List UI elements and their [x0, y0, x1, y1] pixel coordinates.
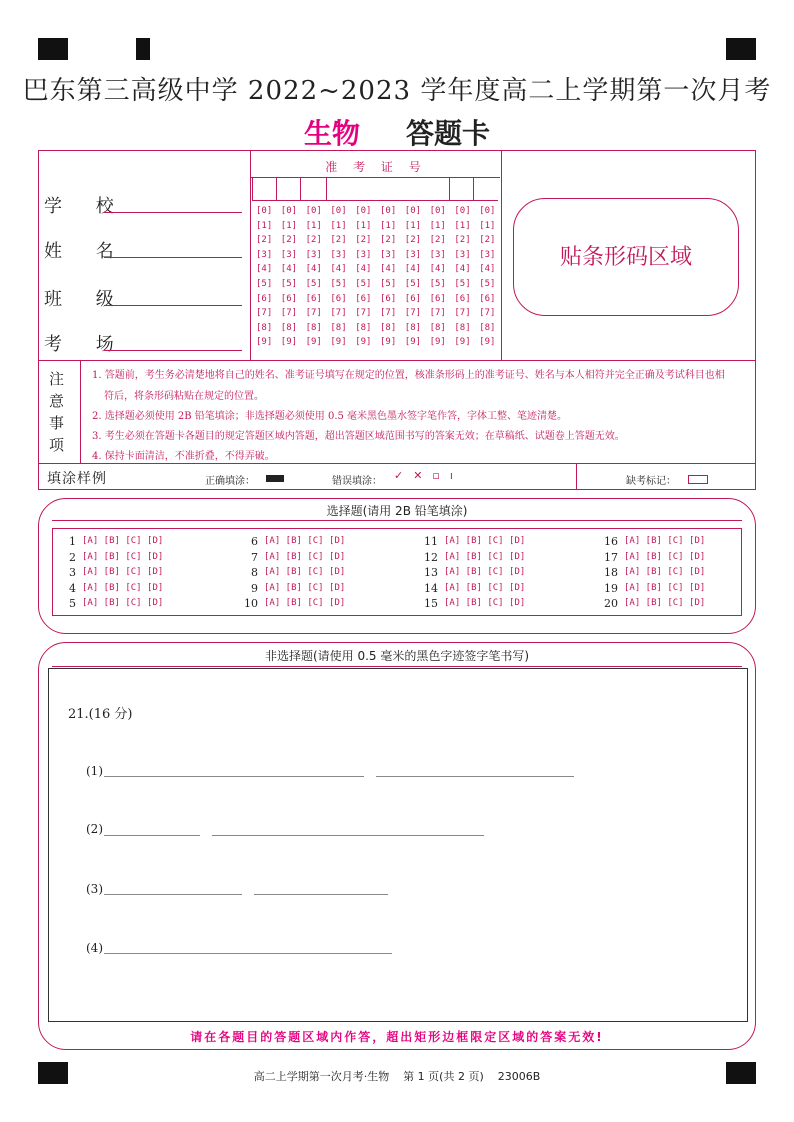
- choice-option-bubbles[interactable]: [A] [B] [C] [D]: [444, 536, 526, 546]
- ticket-cell-divider: [252, 178, 253, 200]
- field-label: 姓 名: [44, 241, 128, 262]
- ticket-digit-bubble[interactable]: [7]: [404, 308, 422, 319]
- ticket-digit-bubble[interactable]: [8]: [429, 322, 446, 333]
- ticket-digit-bubble[interactable]: [6]: [454, 293, 471, 304]
- part-4-line[interactable]: [104, 953, 392, 954]
- choice-question-number: 7: [251, 550, 258, 564]
- ticket-cell-divider: [300, 178, 301, 200]
- note-item: 1. 答题前，考生务必清楚地将自己的姓名、准考证号填写在规定的位置，核准条形码上的准考证号、姓名与本人相符并完全正确及考试科目也相: [92, 370, 725, 381]
- choice-question-number: 20: [604, 597, 618, 610]
- ticket-digit-bubble[interactable]: [7]: [305, 308, 322, 319]
- choice-question-number: 13: [424, 566, 438, 579]
- ticket-cell-divider: [449, 178, 450, 200]
- ticket-cell-divider: [326, 178, 327, 200]
- absent-mark-box[interactable]: [688, 475, 708, 484]
- choice-question-number: 15: [424, 597, 438, 610]
- ticket-digit-bubble[interactable]: [9]: [330, 337, 347, 348]
- note-item: 4. 保持卡面清洁，不准折叠，不得弄破。: [92, 451, 275, 462]
- answer-warning: 请在各题目的答题区域内作答，超出矩形边框限定区域的答案无效!: [190, 1030, 604, 1044]
- ticket-digit-bubble[interactable]: [5]: [454, 279, 471, 289]
- ticket-digit-bubble[interactable]: [2]: [330, 235, 347, 246]
- choice-question-number: 9: [251, 581, 258, 595]
- choice-title: 选择题(请用 2B 铅笔填涂): [326, 504, 468, 518]
- choice-question-number: 8: [251, 566, 258, 579]
- ticket-digit-bubble[interactable]: [6]: [305, 293, 322, 304]
- ticket-digit-bubble[interactable]: [7]: [479, 308, 496, 319]
- ticket-digit-bubble[interactable]: [4]: [454, 264, 471, 275]
- ticket-digit-bubble[interactable]: [0]: [305, 206, 322, 216]
- ticket-digit-bubble[interactable]: [8]: [280, 322, 298, 333]
- ticket-digit-bubble[interactable]: [8]: [355, 322, 372, 333]
- alignment-mark-top-right: [726, 38, 756, 60]
- ticket-digit-bubble[interactable]: [4]: [479, 264, 496, 275]
- choice-option-bubbles[interactable]: [A] [B] [C] [D]: [444, 567, 526, 577]
- choice-question-number: 6: [251, 535, 258, 548]
- ticket-digit-bubble[interactable]: [2]: [454, 235, 471, 246]
- ticket-digit-bubble[interactable]: [0]: [380, 206, 397, 216]
- ticket-digit-bubble[interactable]: [5]: [380, 279, 397, 289]
- card-title: [0, 112, 794, 152]
- ticket-digit-bubble[interactable]: [4]: [380, 264, 397, 275]
- ticket-digit-bubble[interactable]: [6]: [380, 293, 397, 304]
- ticket-digit-bubble[interactable]: [3]: [479, 249, 496, 260]
- choice-question-number: 4: [69, 581, 76, 595]
- ticket-digit-bubble[interactable]: [5]: [404, 279, 422, 289]
- choice-option-bubbles[interactable]: [A] [B] [C] [D]: [624, 536, 706, 546]
- ticket-digit-bubble[interactable]: [0]: [479, 206, 496, 216]
- ticket-digit-bubble[interactable]: [7]: [256, 308, 273, 319]
- choice-option-bubbles[interactable]: [A] [B] [C] [D]: [444, 551, 526, 562]
- correct-fill-sample: [266, 475, 284, 482]
- ticket-digit-bubble[interactable]: [4]: [305, 264, 322, 275]
- note-item: 符后，将条形码粘贴在规定的位置。: [104, 391, 264, 402]
- ticket-digit-bubble[interactable]: [6]: [479, 293, 496, 304]
- choice-question-number: 5: [69, 597, 76, 610]
- ticket-digit-bubble[interactable]: [9]: [404, 337, 422, 348]
- choice-question-number: 18: [604, 566, 618, 579]
- ticket-cell-divider: [473, 178, 474, 200]
- choice-option-bubbles[interactable]: [A] [B] [C] [D]: [82, 567, 164, 577]
- ticket-digit-bubble[interactable]: [2]: [429, 235, 446, 246]
- exam-title: 巴东第三高级中学 2022~2023 学年度高二上学期第一次月考: [22, 76, 772, 106]
- ticket-digit-bubble[interactable]: [1]: [305, 220, 322, 231]
- ticket-digit-bubble[interactable]: [2]: [305, 235, 322, 246]
- ticket-digit-bubble[interactable]: [5]: [429, 279, 446, 289]
- choice-question-number: 12: [424, 550, 438, 564]
- ticket-digit-bubble[interactable]: [5]: [479, 279, 496, 289]
- ticket-digit-bubble[interactable]: [3]: [380, 249, 397, 260]
- ticket-cell-bottom: [252, 200, 498, 201]
- field-label: 学 校: [44, 196, 128, 217]
- choice-option-bubbles[interactable]: [A] [B] [C] [D]: [82, 536, 164, 546]
- ticket-digit-bubble[interactable]: [1]: [479, 220, 496, 231]
- ticket-digit-bubble[interactable]: [8]: [404, 322, 422, 333]
- choice-option-bubbles[interactable]: [A] [B] [C] [D]: [264, 582, 346, 593]
- ticket-digit-bubble[interactable]: [1]: [256, 220, 273, 231]
- ticket-digit-bubble[interactable]: [2]: [479, 235, 496, 246]
- field-label: 考 场: [44, 334, 128, 355]
- ticket-digit-bubble[interactable]: [3]: [280, 249, 298, 260]
- subject-name: 生物: [303, 117, 360, 150]
- choice-option-bubbles[interactable]: [A] [B] [C] [D]: [444, 582, 526, 593]
- ticket-digit-bubble[interactable]: [5]: [256, 279, 273, 289]
- choice-question-number: 14: [424, 581, 438, 595]
- ticket-digit-bubble[interactable]: [0]: [355, 206, 372, 216]
- choice-option-bubbles[interactable]: [A] [B] [C] [D]: [624, 598, 706, 608]
- choice-question-number: 10: [244, 597, 258, 610]
- part-3-line-b[interactable]: [254, 894, 388, 895]
- ticket-digit-bubble[interactable]: [2]: [404, 235, 422, 246]
- barcode-label: 贴条形码区域: [559, 245, 692, 270]
- ticket-digit-bubble[interactable]: [9]: [454, 337, 471, 348]
- ticket-digit-bubble[interactable]: [7]: [454, 308, 471, 319]
- fill-example-divider: [38, 463, 756, 464]
- ticket-digit-bubble[interactable]: [8]: [454, 322, 471, 333]
- notes-divider-left: [80, 360, 81, 463]
- ticket-digit-bubble[interactable]: [3]: [429, 249, 446, 260]
- choice-option-bubbles[interactable]: [A] [B] [C] [D]: [82, 582, 164, 593]
- ticket-digit-bubble[interactable]: [1]: [280, 220, 298, 231]
- ticket-digit-bubble[interactable]: [4]: [280, 264, 298, 275]
- ticket-digit-bubble[interactable]: [4]: [355, 264, 372, 275]
- ticket-number-label: 准 考 证 号: [325, 160, 427, 174]
- ticket-digit-bubble[interactable]: [0]: [330, 206, 347, 216]
- ticket-digit-bubble[interactable]: [1]: [429, 220, 446, 231]
- ticket-digit-bubble[interactable]: [6]: [404, 293, 422, 304]
- ticket-digit-bubble[interactable]: [3]: [355, 249, 372, 260]
- ticket-digit-bubble[interactable]: [6]: [256, 293, 273, 304]
- ticket-digit-bubble[interactable]: [8]: [479, 322, 496, 333]
- ticket-digit-bubble[interactable]: [0]: [280, 206, 298, 216]
- choice-option-bubbles[interactable]: [A] [B] [C] [D]: [624, 567, 706, 577]
- notes-divider-top: [38, 360, 756, 361]
- ticket-digit-bubble[interactable]: [4]: [404, 264, 422, 275]
- fill-example-divider-right: [576, 463, 577, 490]
- ticket-digit-bubble[interactable]: [0]: [256, 206, 273, 216]
- ticket-digit-bubble[interactable]: [5]: [280, 279, 298, 289]
- ticket-digit-bubble[interactable]: [7]: [355, 308, 372, 319]
- ticket-number-header-line: [250, 177, 500, 178]
- choice-option-bubbles[interactable]: [A] [B] [C] [D]: [264, 536, 346, 546]
- ticket-digit-bubble[interactable]: [9]: [479, 337, 496, 348]
- ticket-digit-bubble[interactable]: [7]: [429, 308, 446, 319]
- ticket-digit-bubble[interactable]: [9]: [305, 337, 322, 348]
- ticket-digit-bubble[interactable]: [4]: [330, 264, 347, 275]
- field-input-line[interactable]: [104, 257, 242, 258]
- wrong-fill-samples: ✓✕▫ı: [394, 469, 463, 482]
- ticket-digit-bubble[interactable]: [9]: [429, 337, 446, 348]
- ticket-digit-bubble[interactable]: [6]: [355, 293, 372, 304]
- choice-option-bubbles[interactable]: [A] [B] [C] [D]: [624, 551, 706, 562]
- ticket-digit-bubble[interactable]: [5]: [305, 279, 322, 289]
- ticket-digit-bubble[interactable]: [1]: [380, 220, 397, 231]
- part-4-label: (4): [86, 941, 103, 955]
- nonchoice-title: 非选择题(请使用 0.5 毫米的黑色字迹签字笔书写): [264, 649, 530, 663]
- ticket-digit-bubble[interactable]: [6]: [330, 293, 347, 304]
- notes-heading: 注意事项: [49, 370, 65, 454]
- ticket-digit-bubble[interactable]: [7]: [280, 308, 298, 319]
- note-item: 2. 选择题必须使用 2B 铅笔填涂；非选择题必须使用 0.5 毫米黑色墨水签字笔作答，字体工整、笔迹清楚。: [92, 411, 568, 422]
- ticket-digit-bubble[interactable]: [9]: [280, 337, 298, 348]
- choice-question-number: 17: [604, 550, 618, 564]
- ticket-digit-bubble[interactable]: [7]: [380, 308, 397, 319]
- part-2-line-a[interactable]: [104, 835, 200, 836]
- choice-question-number: 1: [69, 535, 76, 548]
- choice-question-number: 3: [69, 566, 76, 579]
- ticket-digit-bubble[interactable]: [1]: [330, 220, 347, 231]
- part-2-line-b[interactable]: [212, 835, 484, 836]
- ticket-digit-bubble[interactable]: [9]: [256, 337, 273, 348]
- part-3-line-a[interactable]: [104, 894, 242, 895]
- ticket-digit-bubble[interactable]: [8]: [380, 322, 397, 333]
- field-input-line[interactable]: [104, 350, 242, 351]
- fill-example-label: 填涂样例: [47, 471, 107, 487]
- ticket-digit-bubble[interactable]: [1]: [355, 220, 372, 231]
- part-3-label: (3): [86, 882, 103, 896]
- nonchoice-title-divider: [52, 666, 742, 667]
- ticket-digit-bubble[interactable]: [3]: [454, 249, 471, 260]
- page-footer: 高二上学期第一次月考·生物 第 1 页(共 2 页) 23006B: [253, 1070, 541, 1083]
- choice-title-divider: [52, 520, 742, 521]
- field-label: 班 级: [44, 289, 128, 310]
- ticket-digit-bubble[interactable]: [4]: [256, 264, 273, 275]
- question-21-label: 21.(16 分): [68, 707, 133, 722]
- ticket-digit-bubble[interactable]: [6]: [280, 293, 298, 304]
- ticket-digit-bubble[interactable]: [1]: [454, 220, 471, 231]
- fill-example-wrong-label: 错误填涂：: [332, 476, 382, 487]
- ticket-digit-bubble[interactable]: [2]: [280, 235, 298, 246]
- part-1-label: (1): [86, 764, 103, 778]
- field-input-line[interactable]: [104, 212, 242, 213]
- ticket-cell-divider: [276, 178, 277, 200]
- card-name: 答题卡: [406, 117, 491, 150]
- answer-area[interactable]: [48, 668, 748, 1022]
- choice-question-number: 16: [604, 535, 618, 548]
- ticket-digit-bubble[interactable]: [4]: [429, 264, 446, 275]
- part-1-line-b[interactable]: [376, 776, 574, 777]
- ticket-digit-bubble[interactable]: [0]: [429, 206, 446, 216]
- choice-question-number: 19: [604, 581, 618, 595]
- ticket-digit-bubble[interactable]: [9]: [355, 337, 372, 348]
- choice-option-bubbles[interactable]: [A] [B] [C] [D]: [444, 598, 526, 608]
- fill-example-correct-label: 正确填涂：: [205, 476, 255, 487]
- alignment-mark-top-center: [136, 38, 150, 60]
- ticket-digit-bubble[interactable]: [2]: [380, 235, 397, 246]
- part-1-line-a[interactable]: [104, 776, 364, 777]
- note-item: 3. 考生必须在答题卡各题目的规定答题区域内答题，超出答题区域范围书写的答案无效；在草稿纸、试题卷上答题无效。: [92, 431, 625, 442]
- choice-option-bubbles[interactable]: [A] [B] [C] [D]: [82, 551, 164, 562]
- field-input-line[interactable]: [104, 305, 242, 306]
- choice-question-number: 2: [69, 550, 76, 564]
- choice-option-bubbles[interactable]: [A] [B] [C] [D]: [264, 598, 346, 608]
- ticket-digit-bubble[interactable]: [8]: [305, 322, 322, 333]
- choice-option-bubbles[interactable]: [A] [B] [C] [D]: [82, 598, 164, 608]
- ticket-digit-bubble[interactable]: [2]: [355, 235, 372, 246]
- ticket-digit-bubble[interactable]: [6]: [429, 293, 446, 304]
- ticket-digit-bubble[interactable]: [0]: [454, 206, 471, 216]
- ticket-digit-bubble[interactable]: [8]: [256, 322, 273, 333]
- choice-option-bubbles[interactable]: [A] [B] [C] [D]: [624, 582, 706, 593]
- ticket-digit-bubble[interactable]: [3]: [404, 249, 422, 260]
- fill-example-absent-label: 缺考标记：: [626, 476, 676, 487]
- ticket-digit-bubble[interactable]: [3]: [256, 249, 273, 260]
- ticket-digit-bubble[interactable]: [3]: [305, 249, 322, 260]
- ticket-digit-bubble[interactable]: [9]: [380, 337, 397, 348]
- ticket-digit-bubble[interactable]: [1]: [404, 220, 422, 231]
- ticket-digit-bubble[interactable]: [7]: [330, 308, 347, 319]
- choice-option-bubbles[interactable]: [A] [B] [C] [D]: [264, 567, 346, 577]
- ticket-digit-bubble[interactable]: [5]: [330, 279, 347, 289]
- part-2-label: (2): [86, 822, 103, 836]
- ticket-digit-bubble[interactable]: [8]: [330, 322, 347, 333]
- alignment-mark-top-left: [38, 38, 68, 60]
- choice-question-number: 11: [424, 535, 438, 548]
- ticket-digit-bubble[interactable]: [3]: [330, 249, 347, 260]
- choice-option-bubbles[interactable]: [A] [B] [C] [D]: [264, 551, 346, 562]
- ticket-digit-bubble[interactable]: [0]: [404, 206, 422, 216]
- ticket-digit-bubble[interactable]: [2]: [256, 235, 273, 246]
- ticket-digit-bubble[interactable]: [5]: [355, 279, 372, 289]
